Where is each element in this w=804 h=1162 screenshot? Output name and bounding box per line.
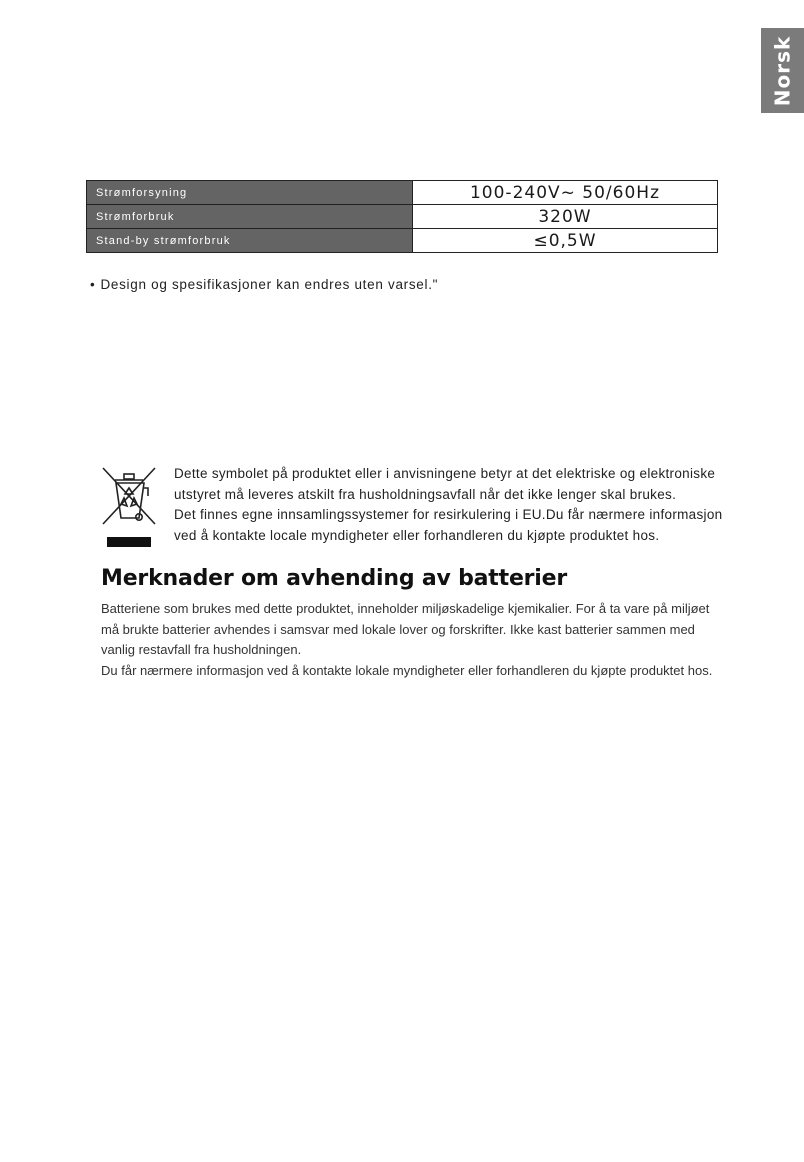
spec-value-power-supply: 100-240V~ 50/60Hz bbox=[413, 181, 718, 205]
battery-heading: Merknader om avhending av batterier bbox=[101, 566, 568, 591]
spec-value-standby-consumption: ≤0,5W bbox=[413, 229, 718, 253]
crossed-out-wheelie-bin-icon bbox=[101, 466, 157, 548]
spec-note bbox=[90, 277, 438, 292]
table-row bbox=[87, 229, 718, 253]
spec-note-text: Design og spesifikasjoner kan endres uten varsel." bbox=[100, 277, 439, 292]
table-row bbox=[87, 181, 718, 205]
battery-line: Du får nærmere informasjon ved å kontakte lokale myndigheter eller forhandleren du kjøpte produktet hos. bbox=[101, 662, 713, 678]
weee-line: Det finnes egne innsamlingssystemer for resirkulering i EU.Du får nærmere informasjon bbox=[174, 507, 723, 522]
battery-notice bbox=[101, 599, 741, 681]
weee-notice bbox=[174, 464, 744, 546]
battery-line: Batteriene som brukes med dette produktet, inneholder miljøskadelige kjemikalier. For å ta vare på miljøet bbox=[101, 601, 710, 616]
spec-label-power-supply: Strømforsyning bbox=[87, 181, 413, 205]
spec-label-power-consumption: Strømforbruk bbox=[87, 205, 413, 229]
language-tab bbox=[761, 28, 804, 113]
battery-line: vanlig restavfall fra husholdningen. bbox=[101, 642, 302, 657]
weee-line: Dette symbolet på produktet eller i anvisningene betyr at det elektriske og elektroniske bbox=[174, 466, 716, 481]
spec-value-power-consumption: 320W bbox=[413, 205, 718, 229]
spec-label-standby-consumption: Stand-by strømforbruk bbox=[87, 229, 413, 253]
table-row bbox=[87, 205, 718, 229]
spec-table bbox=[86, 180, 718, 253]
language-tab-label: Norsk bbox=[770, 35, 795, 106]
weee-line: ved å kontakte locale myndigheter eller forhandleren du kjøpte produktet hos. bbox=[174, 527, 660, 543]
bullet: • bbox=[90, 277, 96, 292]
battery-line: må brukte batterier avhendes i samsvar med lokale lover og forskrifter. Ikke kast batterier sammen med bbox=[101, 621, 695, 637]
weee-line: utstyret må leveres atskilt fra husholdningsavfall når det ikke lenger skal brukes. bbox=[174, 486, 677, 502]
